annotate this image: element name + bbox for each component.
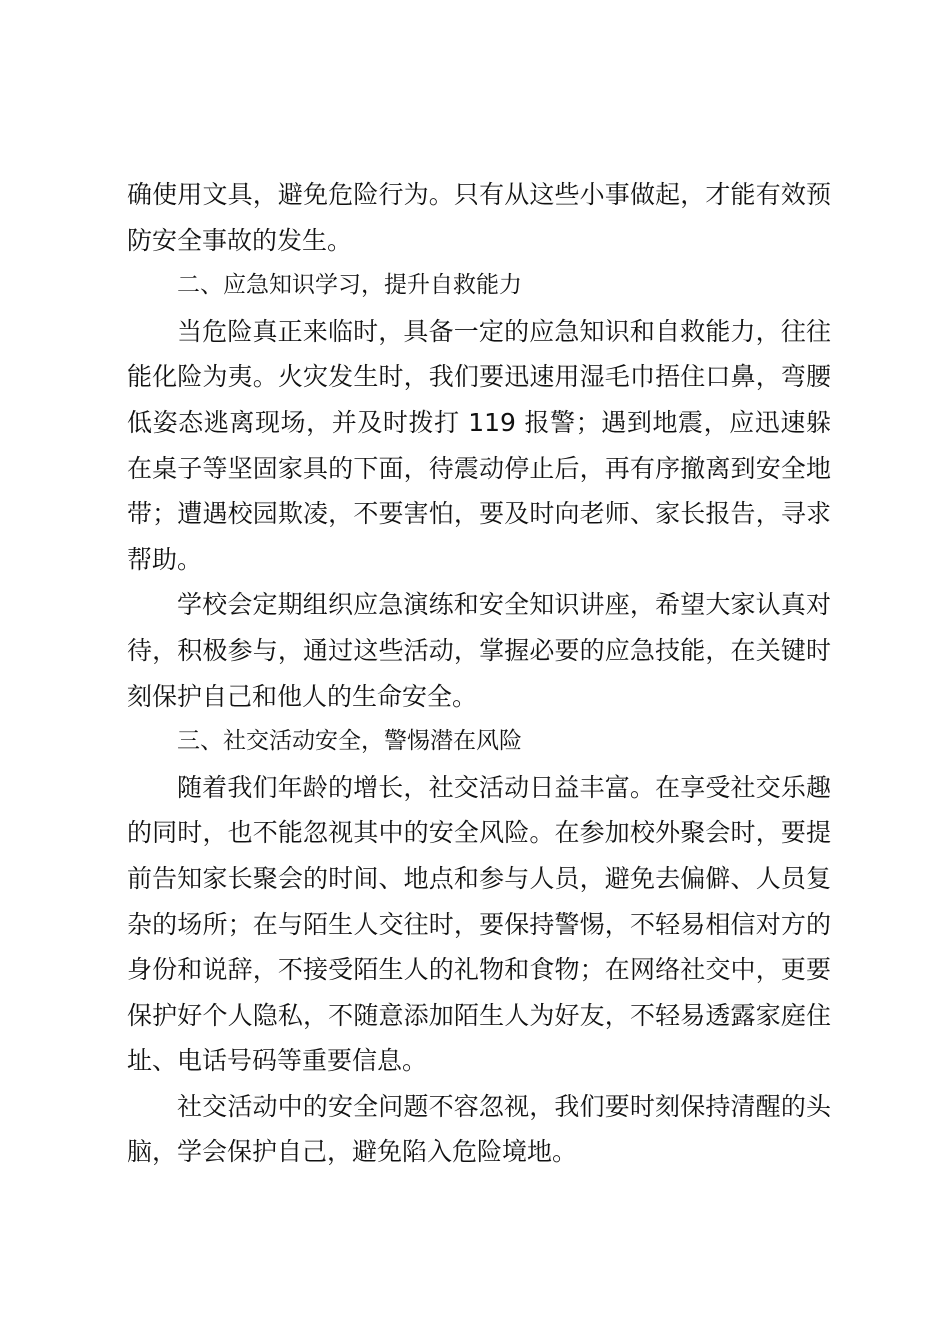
- section-heading-2: 二、应急知识学习，提升自救能力: [177, 272, 522, 299]
- paragraph-conclusion: 社交活动中的安全问题不容忽视，我们要时刻保持清醒的头脑，学会保护自己，避免陷入危险境地。: [127, 1091, 831, 1167]
- paragraph-drills: 学校会定期组织应急演练和安全知识讲座，希望大家认真对待，积极参与，通过这些活动，掌握必要的应急技能，在关键时刻保护自己和他人的生命安全。: [127, 590, 831, 711]
- document-page: [127, 172, 831, 1175]
- paragraph-emergency-knowledge: 当危险真正来临时，具备一定的应急知识和自救能力，往往能化险为夷。火灾发生时，我们要迅速用湿毛巾捂住口鼻，弯腰低姿态逃离现场，并及时拨打 119 报警；遇到地震，应迅速躲在桌子等坚固家具的下面，待震动停止后，再有序撤离到安全地带；遭遇校园欺凌，不要害怕，要及时向老师、家长报告，寻求帮助。: [127, 316, 831, 574]
- paragraph-continuation: 确使用文具，避免危险行为。只有从这些小事做起，才能有效预防安全事故的发生。: [127, 180, 831, 255]
- paragraph-social-safety: 随着我们年龄的增长，社交活动日益丰富。在享受社交乐趣的同时，也不能忽视其中的安全风险。在参加校外聚会时，要提前告知家长聚会的时间、地点和参与人员，避免去偏僻、人员复杂的场所；在与陌生人交往时，要保持警惕，不轻易相信对方的身份和说辞，不接受陌生人的礼物和食物；在网络社交中，更要保护好个人隐私，不随意添加陌生人为好友，不轻易透露家庭住址、电话号码等重要信息。: [127, 772, 831, 1076]
- section-heading-3: 三、社交活动安全，警惕潜在风险: [177, 728, 522, 755]
